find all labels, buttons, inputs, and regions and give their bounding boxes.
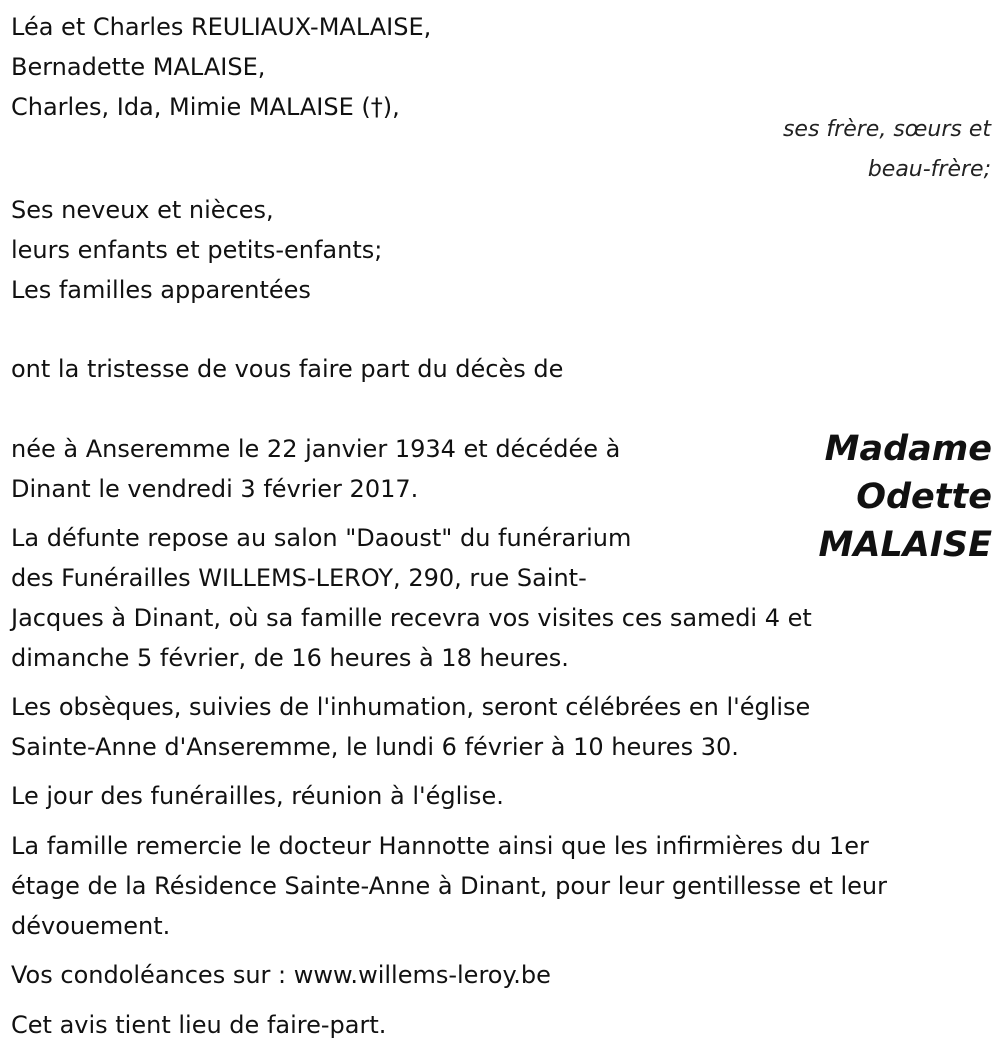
relatives-line-1: Ses neveux et nièces, <box>11 196 274 224</box>
family-line-1: Léa et Charles REULIAUX-MALAISE, <box>11 13 432 41</box>
repose-line-2: des Funérailles WILLEMS-LEROY, 290, rue Saint- <box>11 564 587 592</box>
family-relation-2: beau-frère; <box>867 157 991 182</box>
announcement-line: ont la tristesse de vous faire part du décès de <box>11 355 564 383</box>
relatives-line-2: leurs enfants et petits-enfants; <box>11 236 383 264</box>
repose-line-3: Jacques à Dinant, où sa famille recevra vos visites ces samedi 4 et <box>11 604 812 632</box>
family-line-3-names: Charles, Ida, Mimie MALAISE ( <box>11 93 371 121</box>
deceased-title: Madame <box>824 429 992 469</box>
repose-line-4: dimanche 5 février, de 16 heures à 18 heures. <box>11 644 569 672</box>
repose-line-1: La défunte repose au salon "Daoust" du funérarium <box>11 524 632 552</box>
birth-line-2: Dinant le vendredi 3 février 2017. <box>11 475 419 503</box>
relatives-line-3: Les familles apparentées <box>11 276 311 304</box>
family-line-3-suffix: ), <box>382 93 400 121</box>
family-relation-1: ses frère, sœurs et <box>782 117 991 142</box>
cross-icon: † <box>370 93 383 121</box>
family-line-3 <box>11 87 400 127</box>
deceased-last-name: MALAISE <box>818 525 992 565</box>
deceased-first-name: Odette <box>856 477 992 517</box>
thanks-line-3: dévouement. <box>11 912 171 940</box>
obseques-line-2: Sainte-Anne d'Anseremme, le lundi 6 février à 10 heures 30. <box>11 733 739 761</box>
birth-line-1: née à Anseremme le 22 janvier 1934 et décédée à <box>11 435 621 463</box>
condoleances-line: Vos condoléances sur : www.willems-leroy.be <box>11 961 551 989</box>
thanks-line-2: étage de la Résidence Sainte-Anne à Dinant, pour leur gentillesse et leur <box>11 872 887 900</box>
family-line-2: Bernadette MALAISE, <box>11 53 266 81</box>
closing-line: Cet avis tient lieu de faire-part. <box>11 1011 387 1039</box>
obseques-line-1: Les obsèques, suivies de l'inhumation, seront célébrées en l'église <box>11 693 811 721</box>
thanks-line-1: La famille remercie le docteur Hannotte ainsi que les infirmières du 1er <box>11 832 869 860</box>
reunion-line: Le jour des funérailles, réunion à l'église. <box>11 782 504 810</box>
